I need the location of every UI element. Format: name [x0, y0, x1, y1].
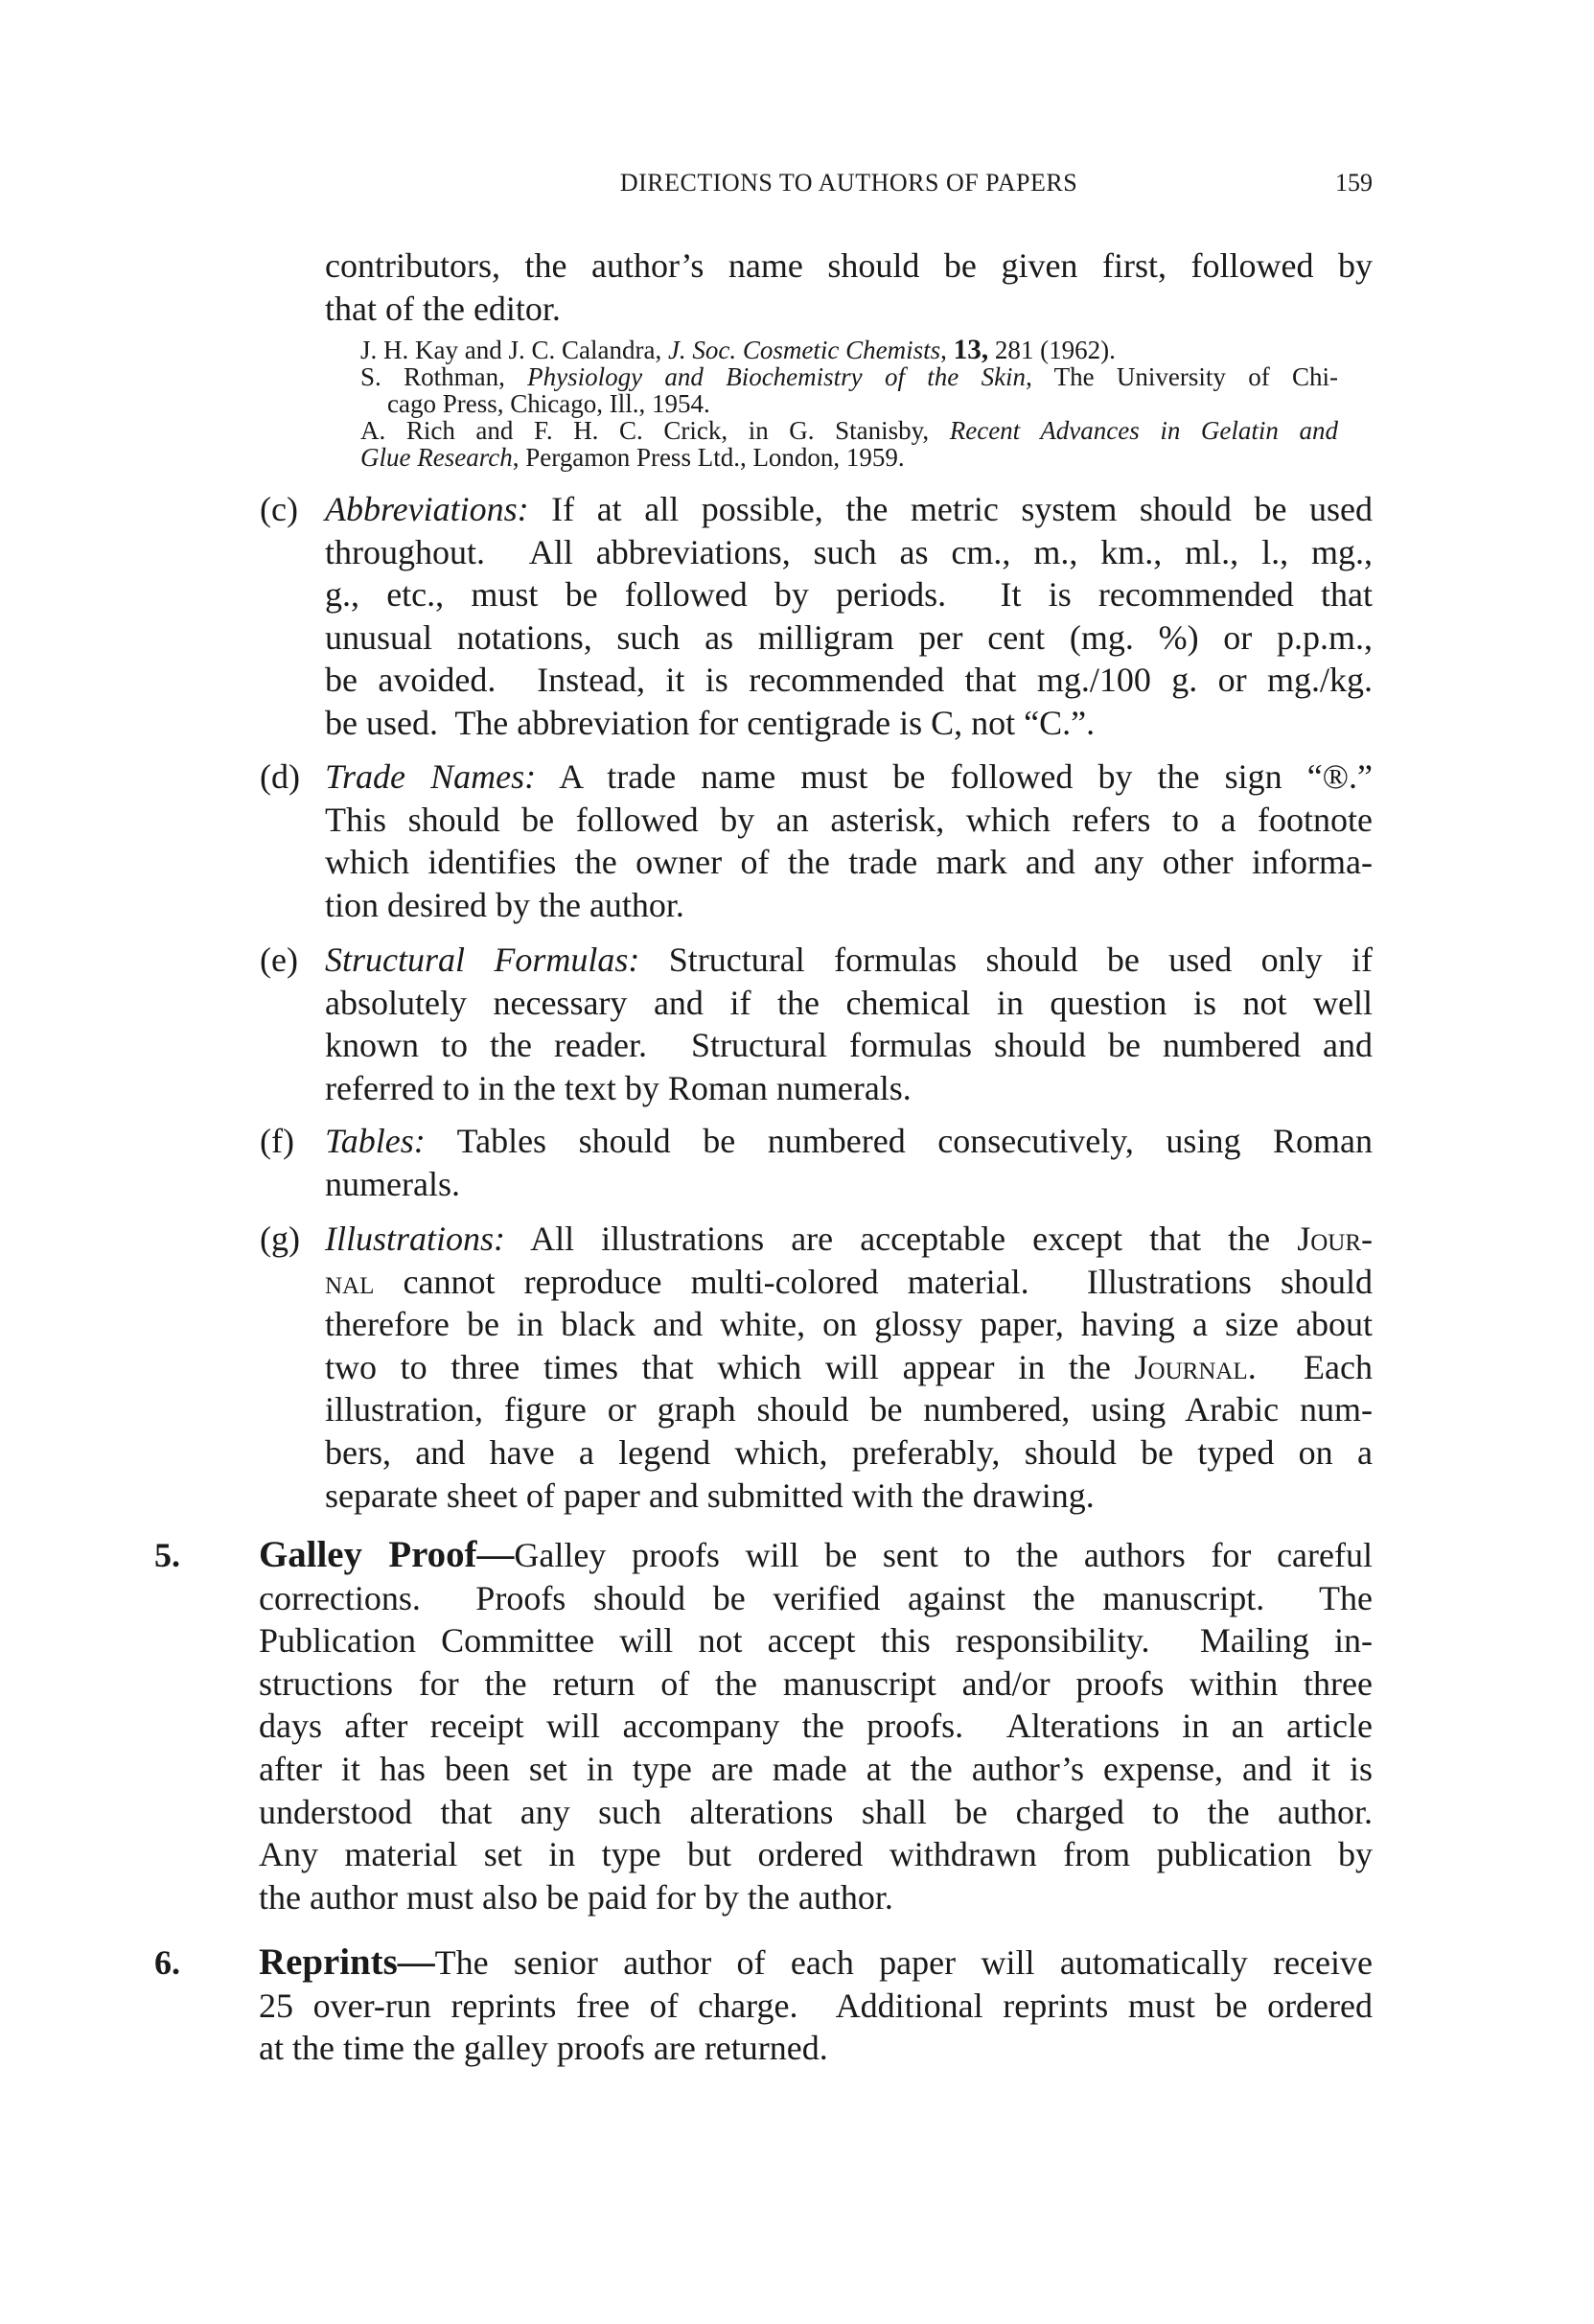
text-run: bers, and have a legend which, preferably, should be typed on a — [325, 1432, 1373, 1472]
text-line — [325, 939, 1373, 982]
section-label: (c) — [260, 490, 298, 528]
text-run: Any material set in type but ordered withdrawn from publication by — [259, 1835, 1373, 1874]
text-run: S. Rothman, — [360, 362, 528, 391]
text-run: A. Rich and F. H. C. Crick, in G. Stanisby, — [360, 416, 950, 445]
section-abbreviations — [260, 488, 1373, 745]
text-run: known to the reader. Structural formulas should be numbered and — [325, 1026, 1373, 1065]
text-line — [325, 1475, 1373, 1518]
text-run: , Pergamon Press Ltd., London, 1959. — [512, 443, 905, 472]
small-caps-text: ournal — [1147, 1347, 1248, 1386]
text-line — [325, 1163, 1373, 1206]
italic-text: Tables: — [325, 1122, 426, 1160]
text-line — [259, 1876, 1373, 1919]
text-line — [325, 573, 1373, 616]
text-run: If at all possible, the metric system should be used — [528, 490, 1373, 528]
text-line — [360, 444, 1338, 471]
text-run: Tables should be numbered consecutively, using Roman — [425, 1122, 1373, 1160]
text-line — [325, 1218, 1373, 1261]
text-line — [325, 1303, 1373, 1346]
text-line — [325, 982, 1373, 1025]
text-run: Publication Committee will not accept this responsibility. Mailing in- — [259, 1621, 1373, 1661]
text-line — [259, 1941, 1373, 1985]
text-run: , — [940, 336, 954, 364]
text-run: g., etc., must be followed by periods. It is recommended that — [325, 575, 1373, 615]
text-line — [259, 1534, 1373, 1577]
text-line — [325, 616, 1373, 660]
italic-text: Physiology and Biochemistry of the Skin — [527, 362, 1027, 391]
text-run: absolutely necessary and if the chemical in question is not well — [325, 983, 1373, 1022]
text-run: 281 (1962). — [988, 336, 1116, 364]
text-run: be used. The abbreviation for centigrade is C, not “C.”. — [325, 703, 1096, 742]
section-label: 5. — [154, 1536, 180, 1574]
text-line — [360, 363, 1338, 390]
section-trade-names — [260, 755, 1373, 926]
small-caps-text: nal — [325, 1262, 375, 1301]
text-line — [360, 390, 1338, 417]
text-run: cannot reproduce multi-colored material. Illustrations should — [374, 1262, 1373, 1301]
text-line — [325, 1120, 1373, 1163]
text-run: separate sheet of paper and submitted with the drawing. — [325, 1476, 1095, 1515]
text-run: Structural formulas should be used only if — [639, 941, 1373, 979]
text-run: referred to in the text by Roman numerals. — [325, 1068, 912, 1107]
text-line — [325, 884, 1373, 927]
italic-text: Abbreviations: — [325, 490, 529, 528]
text-line — [325, 799, 1373, 842]
section-label: 6. — [154, 1943, 180, 1982]
section-structural-formulas — [260, 939, 1373, 1109]
text-line — [259, 1985, 1373, 2028]
text-line — [325, 288, 1373, 331]
italic-text: Glue Research — [360, 443, 513, 472]
text-run: Galley proofs will be sent to the authors for careful — [514, 1536, 1373, 1574]
section-label: (f) — [260, 1122, 294, 1160]
text-run: This should be followed by an asterisk, which refers to a footnote — [325, 800, 1373, 839]
text-line — [360, 417, 1338, 444]
italic-text: Structural Formulas: — [325, 941, 640, 979]
bold-text: 13, — [953, 335, 989, 365]
text-line — [325, 841, 1373, 884]
text-line — [325, 1388, 1373, 1431]
text-line — [325, 1067, 1373, 1110]
text-run: therefore be in black and white, on glossy paper, having a size about — [325, 1305, 1373, 1344]
text-run: tion desired by the author. — [325, 885, 684, 924]
running-title: DIRECTIONS TO AUTHORS OF PAPERS — [619, 169, 1078, 197]
section-label: (d) — [260, 757, 300, 796]
italic-text: Recent Advances in Gelatin and — [949, 416, 1338, 445]
page-number: 159 — [1335, 169, 1373, 197]
text-line — [325, 531, 1373, 574]
section-label: (e) — [260, 941, 298, 979]
text-run: at the time the galley proofs are returned. — [259, 2029, 828, 2068]
text-run: . Each — [1247, 1347, 1373, 1386]
text-run: throughout. All abbreviations, such as cm., m., km., ml., l., mg., — [325, 532, 1373, 571]
text-line — [259, 1662, 1373, 1706]
text-run: J. H. Kay and J. C. Calandra, — [360, 336, 668, 364]
text-line — [259, 1619, 1373, 1662]
small-caps-text: our- — [1310, 1220, 1373, 1258]
section-reprints — [154, 1941, 1373, 2070]
text-run: , The University of Chi- — [1026, 362, 1339, 391]
text-run: corrections. Proofs should be verified against the manuscript. The — [259, 1578, 1373, 1617]
text-line — [325, 1024, 1373, 1067]
text-run: that of the editor. — [325, 289, 561, 328]
text-line — [325, 488, 1373, 531]
text-line — [259, 2027, 1373, 2070]
text-run: which identifies the owner of the trade mark and any other informa- — [325, 843, 1373, 882]
text-run: the author must also be paid for by the author. — [259, 1877, 893, 1917]
text-line — [259, 1705, 1373, 1748]
bold-text: Reprints— — [259, 1941, 435, 1983]
text-run: be avoided. Instead, it is recommended that mg./100 g. or mg./kg. — [325, 661, 1373, 700]
italic-text: Illustrations: — [325, 1220, 506, 1258]
reference-examples — [360, 337, 1338, 471]
section-illustrations — [260, 1218, 1373, 1517]
text-line — [325, 755, 1373, 799]
text-run: 25 over-run reprints free of charge. Additional reprints must be ordered — [259, 1986, 1373, 2025]
text-run: two to three times that which will appear in the J — [325, 1347, 1148, 1386]
text-run: structions for the return of the manuscript and/or proofs within three — [259, 1663, 1373, 1703]
text-run: The senior author of each paper will automatically receive — [434, 1943, 1373, 1982]
text-run: unusual notations, such as milligram per cent (mg. %) or p.p.m., — [325, 617, 1373, 657]
text-line — [325, 659, 1373, 702]
italic-text: Trade Names: — [325, 757, 537, 796]
bold-text: Galley Proof— — [259, 1534, 515, 1575]
text-line — [325, 244, 1373, 288]
running-header — [325, 169, 1373, 199]
text-line — [259, 1577, 1373, 1620]
text-line — [325, 702, 1373, 745]
text-run: days after receipt will accompany the proofs. Alterations in an article — [259, 1707, 1373, 1746]
text-line — [259, 1833, 1373, 1876]
text-line — [325, 1346, 1373, 1389]
text-run: A trade name must be followed by the sign “®.” — [536, 757, 1373, 796]
section-galley-proof — [154, 1534, 1373, 1918]
intro-paragraph — [325, 244, 1373, 330]
italic-text: J. Soc. Cosmetic Chemists — [667, 336, 941, 364]
text-run: after it has been set in type are made at the author’s expense, and it is — [259, 1749, 1373, 1788]
text-run: understood that any such alterations shall be charged to the author. — [259, 1792, 1373, 1831]
text-run: contributors, the author’s name should be given first, followed by — [325, 246, 1373, 285]
text-line — [259, 1748, 1373, 1791]
text-run: illustration, figure or graph should be numbered, using Arabic num- — [325, 1390, 1373, 1429]
text-run: numerals. — [325, 1164, 460, 1203]
text-line — [325, 1261, 1373, 1304]
text-line — [259, 1791, 1373, 1834]
text-line — [325, 1431, 1373, 1475]
section-label: (g) — [260, 1220, 300, 1258]
text-run: cago Press, Chicago, Ill., 1954. — [387, 389, 710, 418]
text-run: All illustrations are acceptable except that the J — [505, 1220, 1311, 1258]
text-line — [360, 337, 1338, 363]
section-tables — [260, 1120, 1373, 1205]
